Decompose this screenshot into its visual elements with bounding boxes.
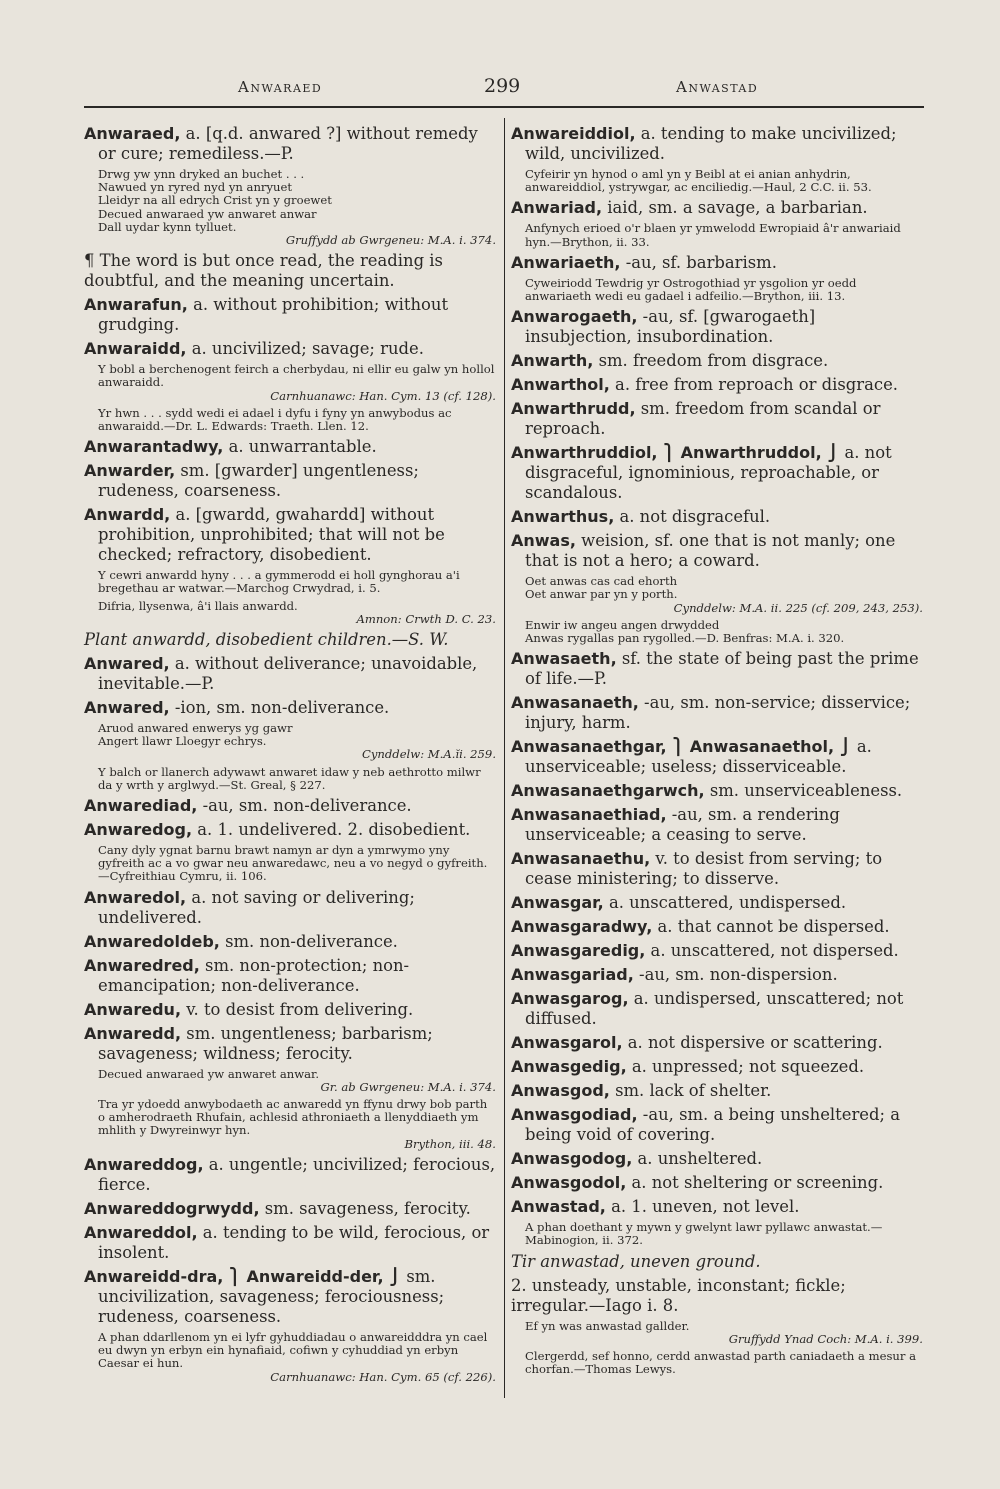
dictionary-entry [511, 375, 923, 395]
entry-headword: Anwariaeth, [511, 252, 621, 272]
entry-definition: v. to desist from delivering. [181, 999, 414, 1019]
entry-headword: Anwardd, [84, 505, 171, 525]
entry-headword: Anwasgodol, [511, 1173, 627, 1193]
entry-note: Plant anwardd, disobedient children.—S. W. [84, 630, 449, 650]
citation-quote [98, 722, 496, 762]
entry-definition: sm. unserviceableness. [704, 781, 903, 801]
quote-line: Y bobl a berchenogent feirch a cherbydau, ni ellir eu galw yn hollol anwaraidd. [98, 362, 495, 390]
quote-line: Angert llawr Lloegyr echrys. [98, 734, 267, 749]
entry-definition: -au, sm. non-dispersion. [633, 965, 838, 985]
quote-line: Difria, llysenwa, â'i llais anwardd. [98, 598, 298, 613]
dictionary-entry [511, 989, 923, 1029]
quote-source: Amnon: Crwth D. C. 23. [356, 611, 496, 626]
quote-source: Cynddelw: M.A. ii. 225 (cf. 209, 243, 253). [673, 600, 923, 615]
entry-definition: sm. [gwarder] ungentleness; rudeness, coarseness. [98, 461, 419, 501]
dictionary-entry [511, 1105, 923, 1145]
quote-line: Ef yn was anwastad gallder. [525, 1318, 690, 1333]
dictionary-entry [511, 893, 923, 913]
quote-source: Gruffydd Ynad Coch: M.A. i. 399. [728, 1331, 923, 1346]
dictionary-entry [511, 1197, 923, 1217]
dictionary-entry [511, 649, 923, 689]
quote-source: Gr. ab Gwrgeneu: M.A. i. 374. [320, 1079, 496, 1094]
dictionary-entry [511, 737, 923, 777]
entry-definition: a. unpressed; not squeezed. [626, 1057, 865, 1077]
running-head-right: Anwastad [676, 78, 759, 96]
entry-headword: Anwasanaeth, [511, 693, 639, 713]
entry-definition: -au, sf. [gwarogaeth] insubjection, insubordination. [525, 307, 816, 347]
dictionary-entry [511, 1149, 923, 1169]
dictionary-entry [511, 507, 923, 527]
entry-definition: a. not dispersive or scattering. [622, 1033, 883, 1053]
entry-headword: Anwarediad, [84, 796, 198, 816]
entry-headword: Anwasgariad, [511, 965, 634, 985]
citation-quote [98, 766, 496, 792]
entry-definition: a. without prohibition; without grudging. [98, 295, 449, 335]
page-number: 299 [484, 75, 521, 97]
dictionary-entry [84, 796, 496, 816]
quote-line: A phan doethant y mywn y gwelynt lawr pyllawc anwastat.—Mabinogion, ii. 372. [525, 1220, 883, 1248]
entry-headword: Anwareiddiol, [511, 124, 636, 143]
entry-definition: a. free from reproach or disgrace. [609, 375, 898, 395]
quote-line: Cyfeirir yn hynod o aml yn y Beibl at ei anian anhydrin, anwareiddiol, ystrywgar, ac enciliedig.—Haul, 2 C.C. ii. 53. [525, 167, 872, 195]
citation-quote [525, 619, 923, 645]
citation-quote [98, 600, 496, 626]
quote-line: Cyweiriodd Tewdrig yr Ostrogothiad yr ysgolion yr oedd anwariaeth wedi eu gadael i adfeilio.—Brython, iii. 13. [525, 275, 857, 304]
entry-definition: a. unwarrantable. [223, 437, 377, 457]
quote-source: Carnhuanawc: Han. Cym. 65 (cf. 226). [270, 1369, 496, 1384]
entry-definition: a. tending to be wild, ferocious, or insolent. [98, 1222, 490, 1262]
entry-headword: Anwasgaradwy, [511, 917, 653, 937]
entry-definition: a. uncivilized; savage; rude. [186, 339, 424, 359]
entry-headword: Anwaredoldeb, [84, 931, 220, 951]
quote-line: Oet anwar par yn y porth. [525, 587, 678, 602]
dictionary-entry [84, 1267, 496, 1327]
quote-line: Yr hwn . . . sydd wedi ei adael i dyfu i fyny yn anwybodus ac anwaraidd.—Dr. L. Edwards: Traeth. Llen. 12. [98, 405, 452, 434]
quote-line: Y balch or llanerch adywawt anwaret idaw y neb aethrotto milwr da y wrth y arglwyd.—St. Greal, § 227. [98, 764, 481, 792]
dictionary-entry [84, 1155, 496, 1195]
quote-line: Tra yr ydoedd anwybodaeth ac anwaredd yn ffynu drwy bob parth o amherodraeth Rhufain, achlesid athroniaeth a llenyddiaeth ym mhlith y Dwyreinwyr hyn. [98, 1097, 488, 1138]
entry-definition: a. without deliverance; unavoidable, inevitable.—P. [98, 654, 478, 694]
quote-line: Lleidyr na all edrych Crist yn y groewet [98, 193, 332, 208]
entry-headword: Anwas, [511, 531, 576, 551]
entry-definition: a. unscattered, undispersed. [603, 893, 847, 913]
dictionary-entry [84, 1223, 496, 1263]
entry-definition: a. 1. uneven, not level. [605, 1197, 800, 1217]
citation-quote [525, 168, 923, 194]
dictionary-entry [84, 437, 496, 457]
entry-headword: Anwariad, [511, 198, 603, 218]
dictionary-entry [84, 505, 496, 565]
quote-line: Oet anwas cas cad ehorth [525, 574, 678, 589]
dictionary-entry [511, 399, 923, 439]
dictionary-entry [84, 932, 496, 952]
entry-definition: sm. non-deliverance. [219, 931, 398, 951]
quote-line: Nawued yn ryred nyd yn anryuet [98, 180, 293, 195]
quote-line: Decued anwaraed yw anwaret anwar [98, 206, 317, 221]
entry-definition: a. not sheltering or screening. [626, 1173, 884, 1193]
header-rule [84, 106, 924, 108]
dictionary-entry [511, 253, 923, 273]
entry-definition: sm. uncivilization, savageness; ferociousness; rudeness, coarseness. [98, 1266, 445, 1326]
dictionary-entry [84, 654, 496, 694]
entry-headword: Anwarthol, [511, 375, 610, 395]
dictionary-entry [84, 124, 496, 164]
dictionary-entry [511, 965, 923, 985]
dictionary-entry [511, 941, 923, 961]
dictionary-entry [511, 917, 923, 937]
dictionary-entry [84, 698, 496, 718]
entry-definition: sf. the state of being past the prime of life.—P. [525, 649, 919, 689]
entry-definition: a. unsheltered. [632, 1149, 763, 1169]
quote-line: A phan ddarllenom yn ei lyfr gyhuddiadau o anwareidddra yn cael eu dwyn yn erbyn ein hynafiaid, cofiwn y cyhuddiad yn erbyn Caesar ei hun. [98, 1329, 488, 1371]
citation-quote [98, 168, 496, 247]
entry-headword: Anwarthruddiol, ⎫ Anwarthruddol, ⎭ [511, 443, 840, 463]
entry-headword: Anwasgodog, [511, 1149, 633, 1169]
entry-definition: a. not saving or delivering; undelivered. [98, 887, 415, 927]
quote-line: Drwg yw ynn dryked an buchet . . . [98, 167, 305, 181]
entry-definition: a. not disgraceful. [614, 507, 771, 527]
dictionary-entry [511, 1057, 923, 1077]
entry-headword: Anwaraed, [84, 124, 181, 143]
entry-definition: a. undispersed, unscattered; not diffused. [525, 989, 904, 1029]
entry-headword: Anwared, [84, 654, 170, 674]
dictionary-entry [511, 693, 923, 733]
entry-definition: -au, sm. a rendering unserviceable; a ceasing to serve. [525, 805, 840, 845]
entry-headword: Anwarder, [84, 461, 176, 481]
quote-line: Decued anwaraed yw anwaret anwar. [98, 1066, 320, 1081]
citation-quote [525, 222, 923, 248]
entry-definition: iaid, sm. a savage, a barbarian. [602, 198, 868, 218]
entry-definition: sm. freedom from disgrace. [593, 351, 829, 371]
dictionary-entry [511, 1033, 923, 1053]
entry-definition: a. 1. undelivered. 2. disobedient. [192, 820, 471, 840]
entry-headword: Anwareddogrwydd, [84, 1198, 260, 1218]
quote-line: Anfynych erioed o'r blaen yr ymwelodd Ewropiaid â'r anwariaid hyn.—Brython, ii. 33. [525, 221, 901, 249]
entry-headword: Anwasaeth, [511, 649, 617, 669]
entry-definition: v. to desist from serving; to cease ministering; to disserve. [525, 849, 883, 889]
dictionary-entry [84, 295, 496, 335]
citation-quote [98, 363, 496, 403]
entry-definition: a. ungentle; uncivilized; ferocious, fierce. [98, 1154, 496, 1194]
dictionary-entry [84, 956, 496, 996]
entry-headword: Anwarth, [511, 351, 594, 371]
quote-source: Gruffydd ab Gwrgeneu: M.A. i. 374. [285, 233, 496, 248]
dictionary-entry [511, 805, 923, 845]
entry-headword: Anwareidd-dra, ⎫ Anwareidd-der, ⎭ [84, 1266, 402, 1286]
quote-line: Enwir iw angeu angen drwydded [525, 617, 720, 632]
citation-quote [98, 569, 496, 595]
entry-definition: a. [gwardd, gwahardd] without prohibition, unprohibited; that will not be checked; refractory, disobedient. [98, 505, 445, 565]
quote-line: Anwas rygallas pan rygolled.—D. Benfras: M.A. i. 320. [525, 631, 845, 646]
entry-headword: Anwasanaethu, [511, 849, 651, 869]
entry-headword: Anwarantadwy, [84, 437, 224, 457]
dictionary-entry [511, 198, 923, 218]
dictionary-entry [511, 443, 923, 503]
citation-quote [525, 1320, 923, 1346]
dictionary-entry [511, 351, 923, 371]
dictionary-entry [84, 1000, 496, 1020]
entry-definition: sm. savageness, ferocity. [259, 1198, 471, 1218]
quote-line: Clergerdd, sef honno, cerdd anwastad parth caniadaeth a mesur a chorfan.—Thomas Lewys. [525, 1349, 917, 1377]
entry-headword: Anwaredog, [84, 820, 193, 840]
entry-headword: Anwareddol, [84, 1222, 198, 1242]
entry-headword: Anwarthus, [511, 507, 615, 527]
citation-quote [98, 1068, 496, 1094]
entry-headword: Anwasgod, [511, 1081, 610, 1101]
entry-definition: a. unscattered, not dispersed. [645, 941, 899, 961]
quote-line: Dall uydar kynn tylluet. [98, 219, 237, 234]
entry-definition: a. that cannot be dispersed. [652, 917, 890, 937]
entry-definition: sm. non-protection; non-emancipation; non-deliverance. [98, 955, 410, 995]
entry-headword: Anwaredred, [84, 955, 200, 975]
quote-line: Y cewri anwardd hyny . . . a gymmerodd ei holl gynghorau a'i bregethau ar watwar.—Marchog Crwydrad, i. 5. [98, 568, 460, 596]
quote-line: Cany dyly ygnat barnu brawt namyn ar dyn a ymrwymo yny gyfreith ac a vo gwar neu anwaredawc, neu a vo negyd o gyfreith.—Cyfreithiau Cymru, ii. 106. [98, 843, 488, 884]
dictionary-entry [511, 531, 923, 571]
entry-definition: -au, sm. non-service; disservice; injury, harm. [525, 693, 911, 733]
entry-definition: sm. lack of shelter. [609, 1081, 772, 1101]
entry-note: 2. unsteady, unstable, inconstant; fickle; irregular.—Iago i. 8. [511, 1275, 846, 1315]
entry-headword: Anwareddog, [84, 1154, 204, 1174]
dictionary-entry [511, 1173, 923, 1193]
dictionary-entry [511, 1081, 923, 1101]
entry-headword: Anwastad, [511, 1197, 606, 1217]
entry-definition: a. tending to make uncivilized; wild, uncivilized. [525, 124, 897, 163]
right-column [511, 124, 923, 1380]
dictionary-entry [84, 820, 496, 840]
citation-quote [98, 407, 496, 433]
entry-definition: -ion, sm. non-deliverance. [169, 698, 390, 718]
dictionary-entry [84, 1199, 496, 1219]
entry-headword: Anwarthrudd, [511, 399, 636, 419]
quote-source: Cynddelw: M.A.ĭi. 259. [361, 747, 496, 762]
dictionary-entry [84, 1024, 496, 1064]
entry-headword: Anwaredu, [84, 999, 182, 1019]
left-column [84, 124, 496, 1388]
dictionary-entry [511, 849, 923, 889]
quote-source: Carnhuanawc: Han. Cym. 13 (cf. 128). [270, 388, 496, 403]
entry-headword: Anwasanaethgar, ⎫ Anwasanaethol, ⎭ [511, 737, 852, 757]
entry-headword: Anwarogaeth, [511, 307, 638, 327]
citation-quote [525, 1221, 923, 1247]
quote-line: Aruod anwared enwerys yg gawr [98, 721, 293, 736]
entry-headword: Anwasgar, [511, 893, 604, 913]
entry-headword: Anwasgarog, [511, 989, 629, 1009]
entry-definition: a. not disgraceful, ignominious, reproachable, or scandalous. [525, 443, 892, 503]
entry-note: Tir anwastad, uneven ground. [511, 1251, 761, 1271]
entry-headword: Anwasanaethiad, [511, 805, 667, 825]
entry-definition: sm. freedom from scandal or reproach. [525, 399, 881, 439]
quote-source: Brython, iii. 48. [404, 1136, 496, 1151]
entry-headword: Anwasgodiad, [511, 1105, 638, 1125]
dictionary-entry [84, 888, 496, 928]
entry-definition: -au, sf. barbarism. [620, 252, 777, 272]
citation-quote [525, 575, 923, 615]
citation-quote [98, 1331, 496, 1384]
citation-quote [525, 1350, 923, 1376]
entry-headword: Anwaredol, [84, 887, 187, 907]
citation-quote [98, 1098, 496, 1151]
entry-definition: a. unserviceable; useless; disserviceable. [525, 737, 872, 777]
entry-note: ¶ The word is but once read, the reading is doubtful, and the meaning uncertain. [84, 251, 443, 291]
running-head-left: Anwaraed [238, 78, 323, 96]
entry-headword: Anwaraidd, [84, 339, 187, 359]
dictionary-entry [511, 307, 923, 347]
entry-headword: Anwasgarol, [511, 1033, 623, 1053]
dictionary-entry [511, 781, 923, 801]
entry-definition: -au, sm. non-deliverance. [197, 796, 412, 816]
citation-quote [98, 844, 496, 884]
dictionary-entry [84, 339, 496, 359]
citation-quote [525, 277, 923, 303]
entry-headword: Anwasanaethgarwch, [511, 781, 705, 801]
entry-headword: Anwared, [84, 698, 170, 718]
dictionary-entry [84, 461, 496, 501]
entry-definition: a. [q.d. anwared ?] without remedy or cure; remediless.—P. [98, 124, 478, 163]
entry-headword: Anwarafun, [84, 295, 188, 315]
column-divider [504, 118, 505, 1398]
dictionary-entry [511, 124, 923, 164]
entry-headword: Anwasgedig, [511, 1057, 627, 1077]
entry-definition: -au, sm. a being unsheltered; a being void of covering. [525, 1105, 900, 1145]
entry-definition: weision, sf. one that is not manly; one that is not a hero; a coward. [525, 531, 896, 571]
entry-headword: Anwaredd, [84, 1023, 182, 1043]
entry-definition: sm. ungentleness; barbarism; savageness; wildness; ferocity. [98, 1023, 433, 1063]
entry-headword: Anwasgaredig, [511, 941, 646, 961]
